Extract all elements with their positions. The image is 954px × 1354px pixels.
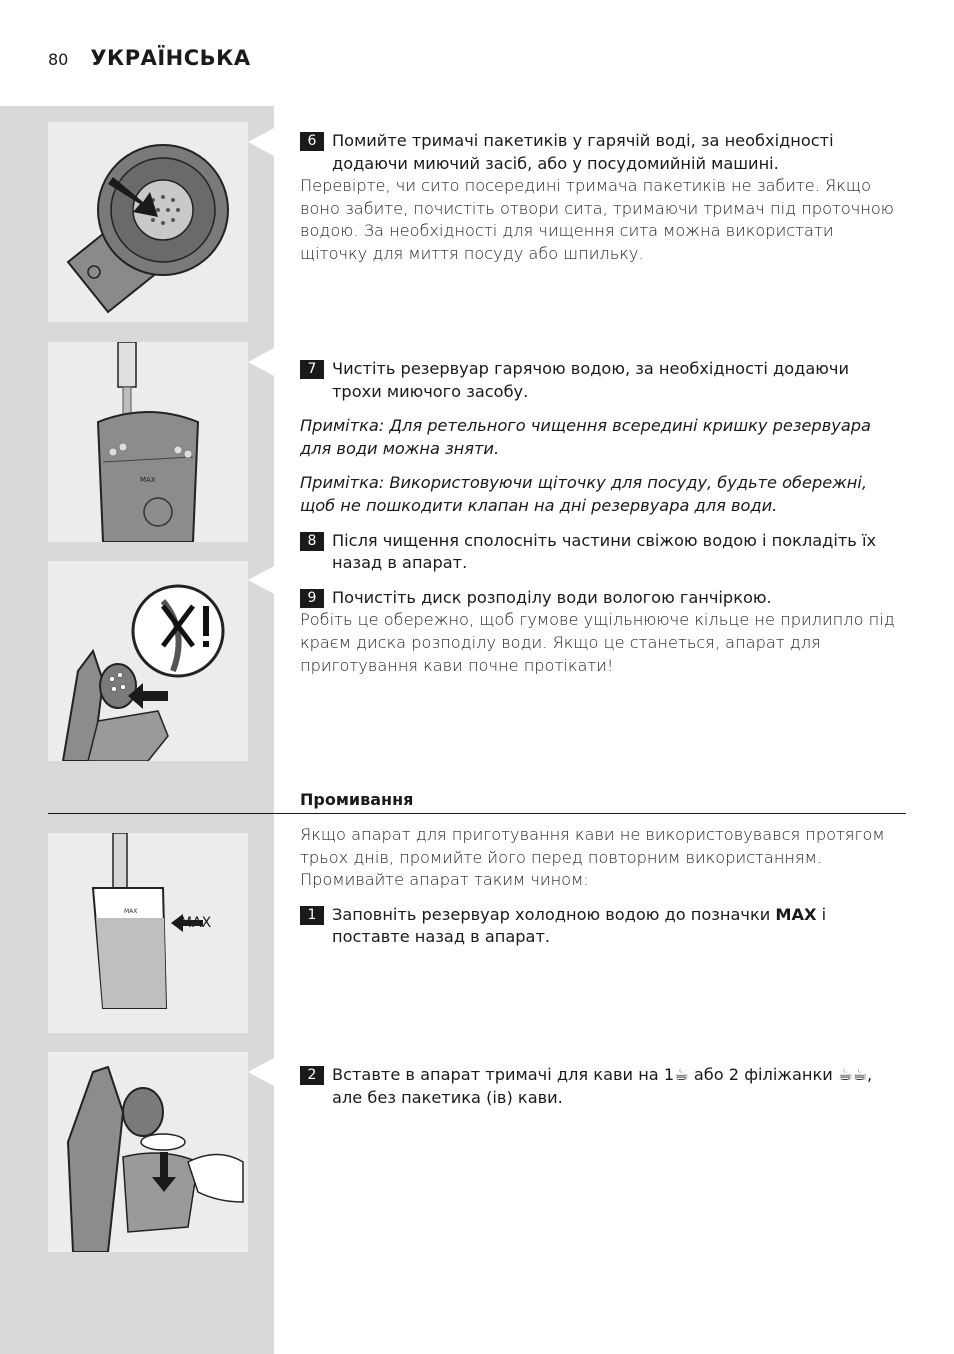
pod-holder-sieve-illustration [48,122,248,322]
step-number: 2 [300,1066,324,1085]
step-9-body: Робіть це обережно, щоб гумове ущільнююче кільце не прилипло під краєм диска розподілу води. Якщо це станеться, апарат для приготування кави почне протікати! [300,610,895,675]
rinse-step-2-text: Вставте в апарат тримачі для кави на 1☕ або 2 філіжанки ☕☕, але без пакетика (ів) кави. [332,1065,873,1107]
svg-text:MAX: MAX [124,908,138,915]
water-dispersion-disc-warning-illustration [48,561,248,761]
step-number: 7 [300,360,324,379]
step-7 [300,358,900,403]
two-cups-icon: ☕☕ [837,1065,867,1084]
rinse-step-2 [300,1064,900,1109]
step-8-text: Після чищення сполосніть частини свіжою водою і покладіть їх назад в апарат. [332,530,877,573]
step-number: 8 [300,532,324,551]
max-label: MAX [180,915,212,931]
step-7-block [300,358,900,689]
step-number: 1 [300,906,324,925]
image-pointer [248,566,274,594]
page-language-title: УКРАЇНСЬКА [90,46,251,70]
insert-pod-holder-illustration [48,1052,248,1252]
image-pointer [248,348,274,376]
section-divider [48,813,906,814]
step-7-text: Чистіть резервуар гарячою водою, за необхідності додаючи трохи миючого засобу. [332,359,849,401]
note-brush-valve: Примітка: Використовуючи щіточку для посуду, будьте обережні, щоб не пошкодити клапан на дні резервуара для води. [300,473,868,515]
step-6-block [300,130,900,278]
image-pointer [248,128,274,156]
rinse-step-1-text: Заповніть резервуар холодною водою до позначки MAX і поставте назад в апарат. [332,904,827,947]
water-tank-max-illustration [48,833,248,1033]
page-number: 80 [48,50,69,69]
page-header [48,46,251,76]
step-8 [300,530,900,575]
image-pointer [248,1058,274,1086]
step-6 [300,130,900,175]
section-title: Промивання [300,790,414,809]
rinse-section [300,824,900,949]
water-tank-rinse-illustration [48,342,248,542]
rinse-step-2-block [300,1064,900,1109]
section-intro: Якщо апарат для приготування кави не використовувався протягом трьох днів, промийте його перед повторним використанням. Промивайте апарат таким чином: [300,825,885,890]
step-number: 6 [300,132,324,151]
step-number: 9 [300,589,324,608]
step-9 [300,587,900,610]
max-mark: MAX [775,904,817,924]
rinse-step-1 [300,904,900,949]
svg-text:MAX: MAX [140,476,156,484]
one-cup-icon: ☕ [674,1065,689,1084]
step-6-text: Помийте тримачі пакетиків у гарячій воді, за необхідності додаючи миючий засіб, або у посудомийній машині. [332,131,834,173]
step-6-body: Перевірте, чи сито посередині тримача пакетиків не забите. Якщо воно забите, почистіть отвори сита, тримаючи тримач під проточною водою. За необхідності для чищення сита можна використати щіточку для миття посуду або шпильку. [300,176,894,263]
note-remove-lid: Примітка: Для ретельного чищення всередині кришку резервуара для води можна зняти. [300,416,871,458]
step-9-text: Почистіть диск розподілу води вологою ганчіркою. [332,587,772,607]
